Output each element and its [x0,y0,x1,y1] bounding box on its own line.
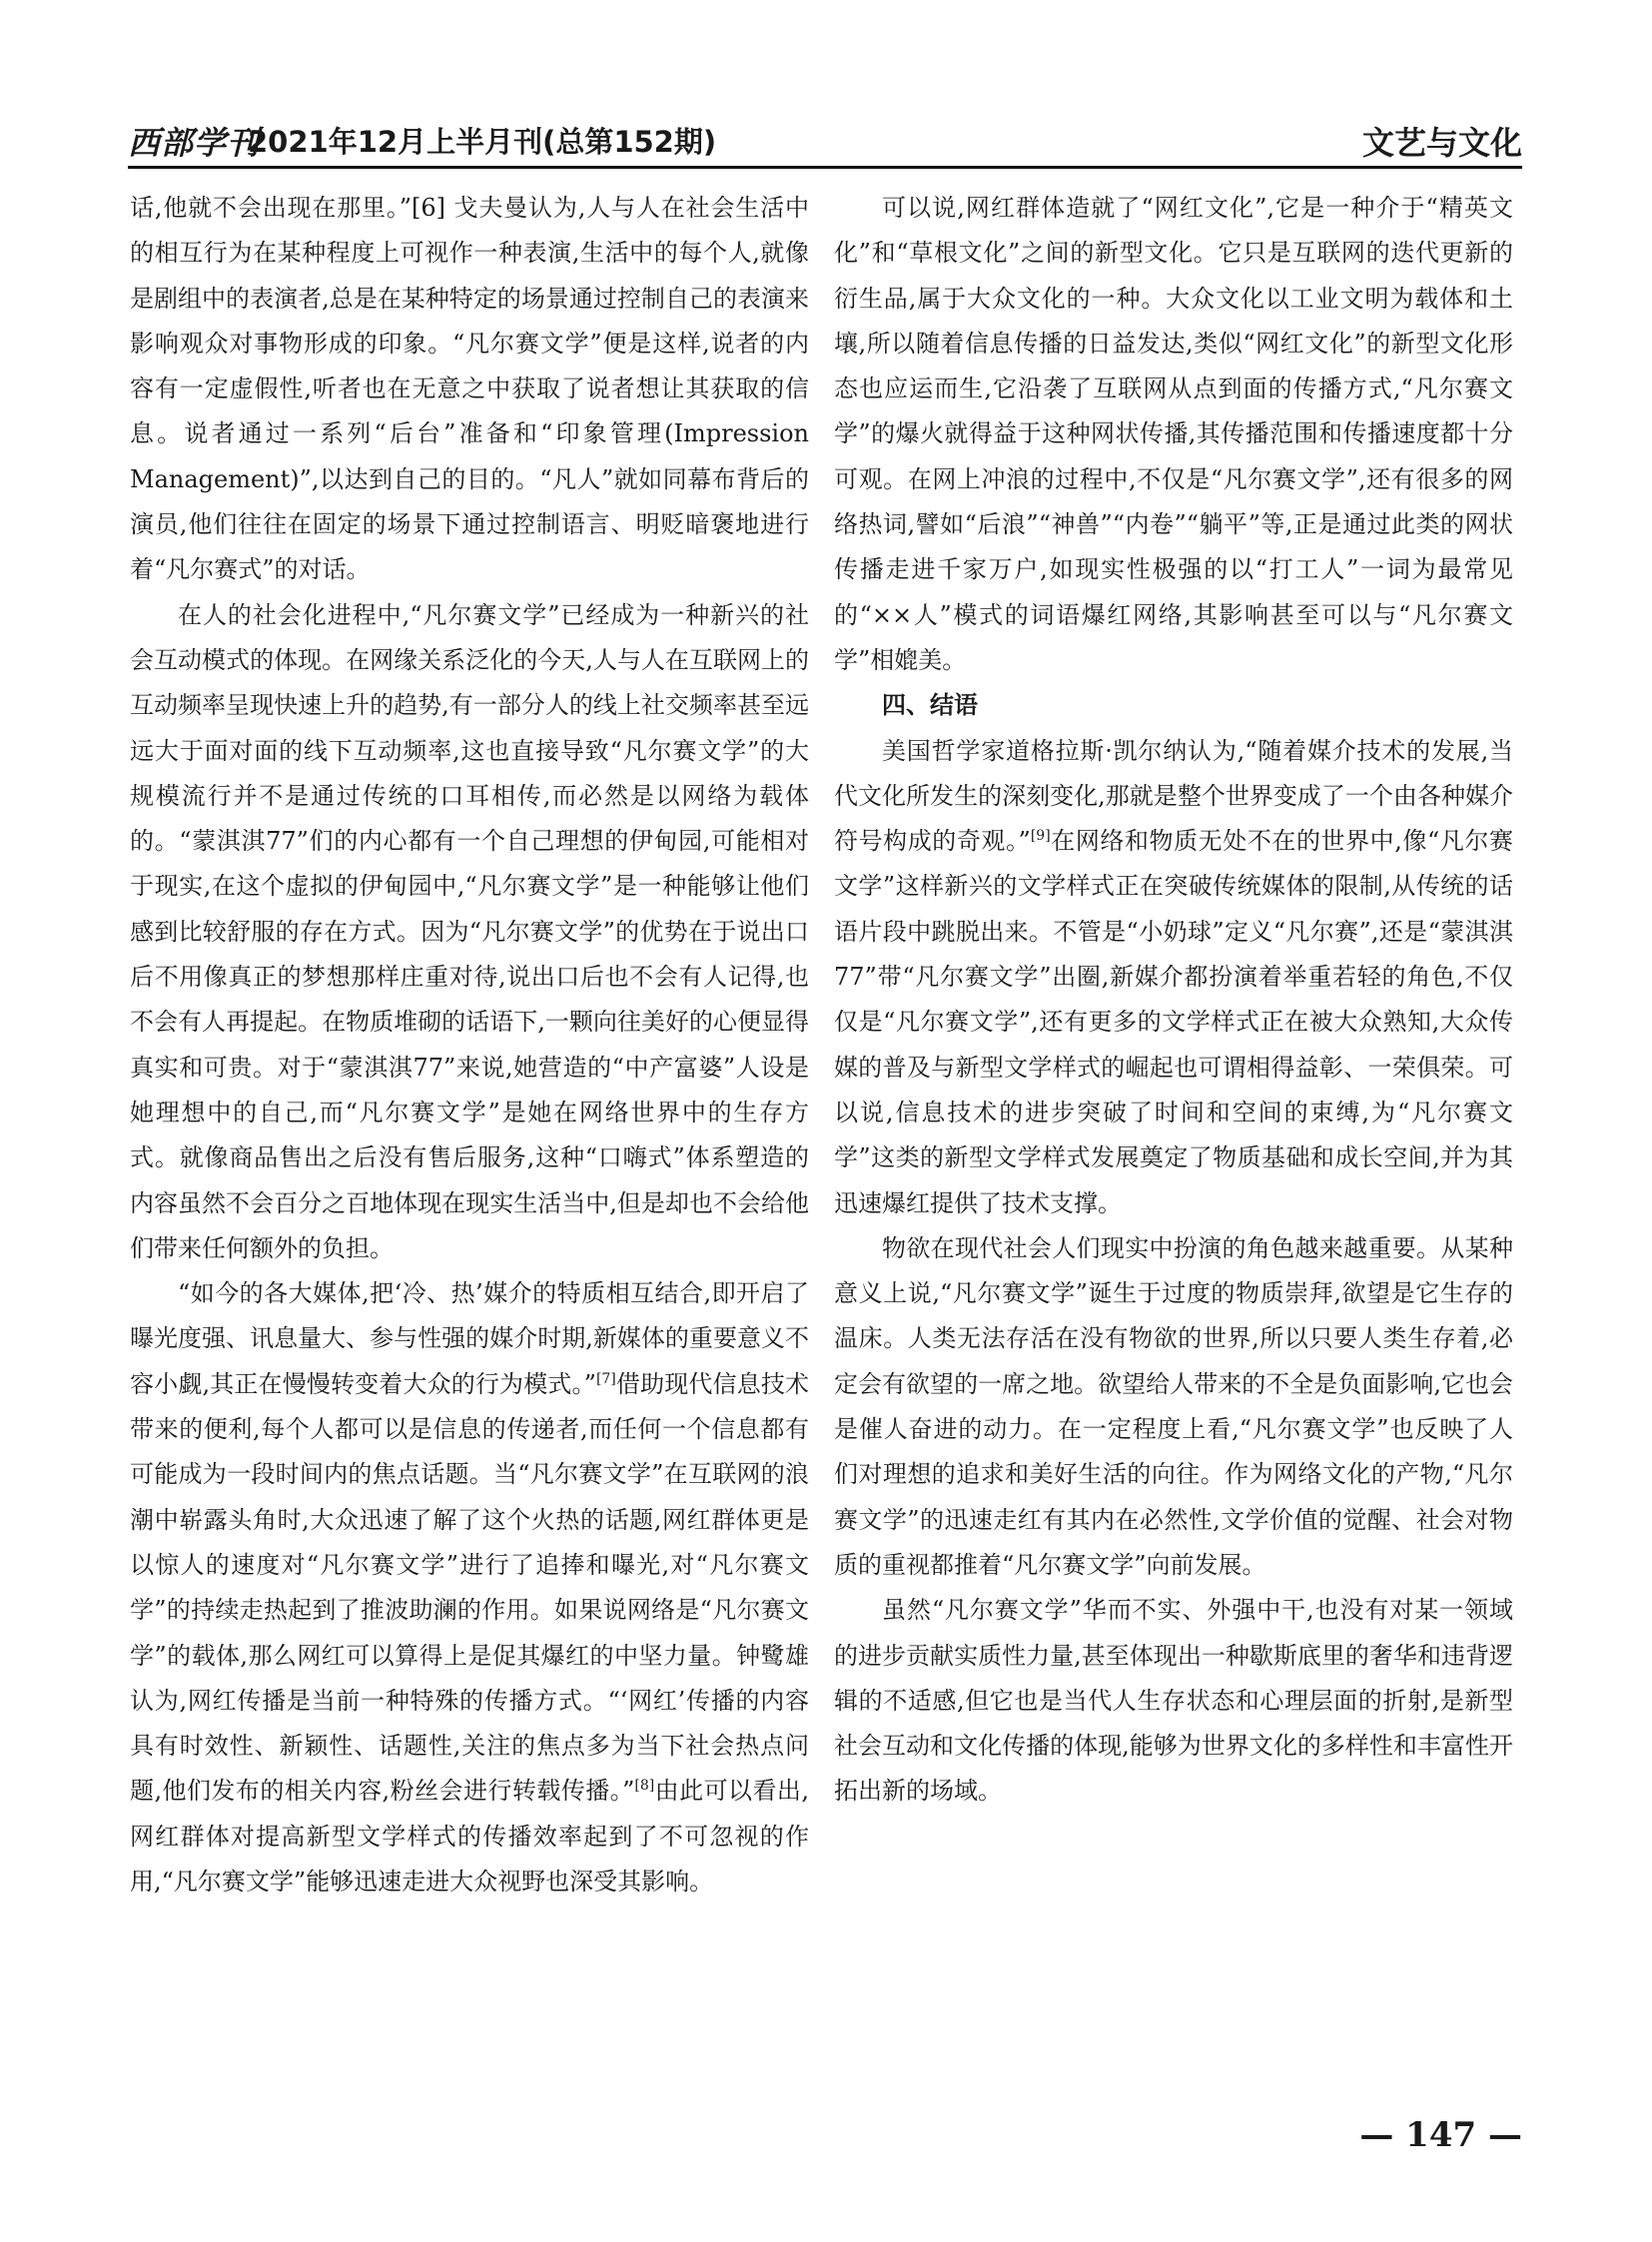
running-header [128,110,1522,169]
left-column [130,186,809,2133]
right-paragraph-4: 虽然“凡尔赛文学”华而不实、外强中干,也没有对某一领域的进步贡献实质性力量,甚至体现出一种歇斯底里的奢华和违背逻辑的不适感,但它也是当代人生存状态和心理层面的折射,是新型社会互动和文化传播的体现,能够为世界文化的多样性和丰富性开拓出新的场域。 [834,1596,1513,1806]
body-text: 借助现代信息技术带来的便利,每个人都可以是信息的传递者,而任何一个信息都有可能成为一段时间内的焦点话题。当“凡尔赛文学”在互联网的浪潮中崭露头角时,大众迅速了解了这个火热的话题,网红群体更是以惊人的速度对“凡尔赛文学”进行了追捧和曝光,对“凡尔赛文学”的持续走热起到了推波助澜的作用。如果说网络是“凡尔赛文学”的载体,那么网红可以算得上是促其爆红的中坚力量。钟鹭雄认为,网红传播是当前一种特殊的传播方式。“‘网红’传播的内容具有时效性、新颖性、话题性,关注的焦点多为当下社会热点问题,他们发布的相关内容,粉丝会进行转载传播。” [130,1369,809,1806]
issue-info: 2021年12月上半月刊(总第152期) [248,125,717,159]
section-heading: 四、结语 [882,691,978,720]
citation-7: [7] [595,1370,616,1387]
page-number: — 147 — [1359,2115,1522,2155]
body-text: 由此可以看出,网红群体对提高新型文学样式的传播效率起到了不可忽视的作用,“凡尔赛文学”能够迅速走进大众视野也深受其影响。 [130,1777,809,1895]
left-paragraph-2: 在人的社会化进程中,“凡尔赛文学”已经成为一种新兴的社会互动模式的体现。在网缘关系泛化的今天,人与人在互联网上的互动频率呈现快速上升的趋势,有一部分人的线上社交频率甚至远远大于面对面的线下互动频率,这也直接导致“凡尔赛文学”的大规模流行并不是通过传统的口耳相传,而必然是以网络为载体的。“蒙淇淇77”们的内心都有一个自己理想的伊甸园,可能相对于现实,在这个虚拟的伊甸园中,“凡尔赛文学”是一种能够让他们感到比较舒服的存在方式。因为“凡尔赛文学”的优势在于说出口后不用像真正的梦想那样庄重对待,说出口后也不会有人记得,也不会有人再提起。在物质堆砌的话语下,一颗向往美好的心便显得真实和可贵。对于“蒙淇淇77”来说,她营造的“中产富婆”人设是她理想中的自己,而“凡尔赛文学”是她在网络世界中的生存方式。就像商品售出之后没有售后服务,这种“口嗨式”体系塑造的内容虽然不会百分之百地体现在现实生活当中,但是却也不会给他们带来任何额外的负担。 [130,600,809,1262]
quote-text: 美国哲学家道格拉斯·凯尔纳认为,“随着媒介技术的发展,当代文化所发生的深刻变化,那就是整个世界变成了一个由各种媒介符号构成的奇观。” [834,736,1513,856]
section-title: 文艺与文化 [1361,124,1522,162]
right-paragraph-3: 物欲在现代社会人们现实中扮演的角色越来越重要。从某种意义上说,“凡尔赛文学”诞生于过度的物质崇拜,欲望是它生存的温床。人类无法存活在没有物欲的世界,所以只要人类生存着,必定会有欲望的一席之地。欲望给人带来的不全是负面影响,它也会是催人奋进的动力。在一定程度上看,“凡尔赛文学”也反映了人们对理想的追求和美好生活的向往。作为网络文化的产物,“凡尔赛文学”的迅速走红有其内在必然性,文学价值的觉醒、社会对物质的重视都推着“凡尔赛文学”向前发展。 [834,1233,1513,1579]
left-paragraph-3 [130,1271,809,1904]
quote-text: “如今的各大媒体,把‘冷、热’媒介的特质相互结合,即开启了曝光度强、讯息量大、参与性强的媒介时期,新媒体的重要意义不容小觑,其正在慢慢转变着大众的行为模式。” [130,1279,809,1398]
body-text: 在网络和物质无处不在的世界中,像“凡尔赛文学”这样新兴的文学样式正在突破传统媒体的限制,从传统的话语片段中跳脱出来。不管是“小奶球”定义“凡尔赛”,还是“蒙淇淇77”带“凡尔赛文学”出圈,新媒介都扮演着举重若轻的角色,不仅仅是“凡尔赛文学”,还有更多的文学样式正在被大众熟知,大众传媒的普及与新型文学样式的崛起也可谓相得益彰、一荣俱荣。可以说,信息技术的进步突破了时间和空间的束缚,为“凡尔赛文学”这类的新型文学样式发展奠定了物质基础和成长空间,并为其迅速爆红提供了技术支撑。 [834,827,1513,1217]
right-paragraph-1: 可以说,网红群体造就了“网红文化”,它是一种介于“精英文化”和“草根文化”之间的新型文化。它只是互联网的迭代更新的衍生品,属于大众文化的一种。大众文化以工业文明为载体和土壤,所以随着信息传播的日益发达,类似“网红文化”的新型文化形态也应运而生,它沿袭了互联网从点到面的传播方式,“凡尔赛文学”的爆火就得益于这种网状传播,其传播范围和传播速度都十分可观。在网上冲浪的过程中,不仅是“凡尔赛文学”,还有很多的网络热词,譬如“后浪”“神兽”“内卷”“躺平”等,正是通过此类的网状传播走进千家万户,如现实性极强的以“打工人”一词为最常见的“××人”模式的词语爆红网络,其影响甚至可以与“凡尔赛文学”相媲美。 [834,194,1513,674]
citation-8: [8] [634,1778,655,1795]
citation-9: [9] [1030,828,1051,845]
journal-logo: 西部学刊 [128,124,261,162]
right-column [834,186,1513,2133]
right-paragraph-2 [834,729,1513,1226]
left-paragraph-1: 话,他就不会出现在那里。”[6] 戈夫曼认为,人与人在社会生活中的相互行为在某种程度上可视作一种表演,生活中的每个人,就像是剧组中的表演者,总是在某种特定的场景通过控制自己的表演来影响观众对事物形成的印象。“凡尔赛文学”便是这样,说者的内容有一定虚假性,听者也在无意之中获取了说者想让其获取的信息。说者通过一系列“后台”准备和“印象管理(Impression Management)”,以达到自己的目的。“凡人”就如同幕布背后的演员,他们往往在固定的场景下通过控制语言、明贬暗褒地进行着“凡尔赛式”的对话。 [130,194,809,584]
